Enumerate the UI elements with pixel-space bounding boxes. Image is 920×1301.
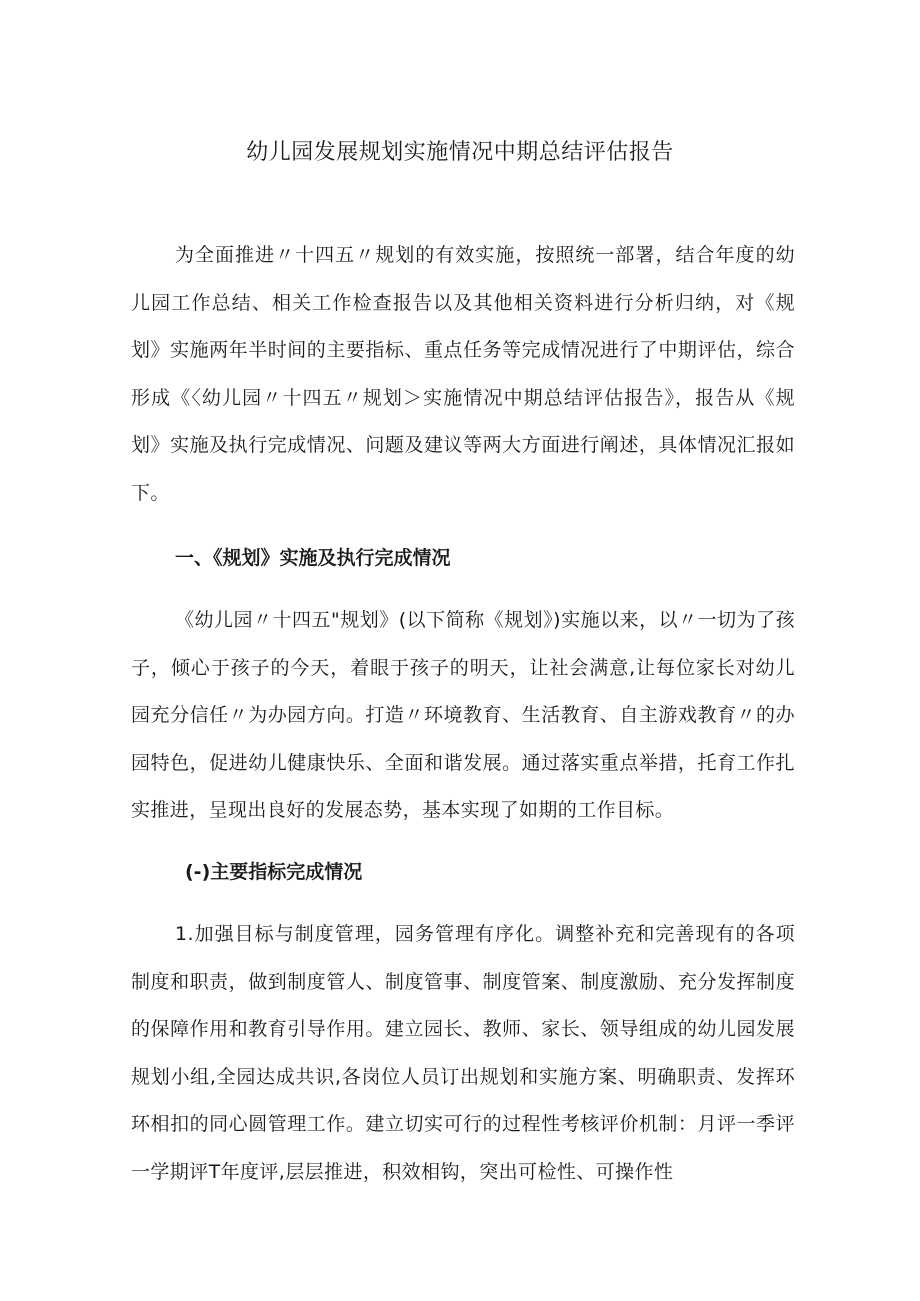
subsection-heading: (-)主要指标完成情况 [185,861,363,883]
subsection-paragraph: 1.加强目标与制度管理，园务管理有序化。调整补充和完善现有的各项制度和职责，做到制度管人、制度管事、制度管案、制度激励、充分发挥制度的保障作用和教育引导作用。建立园长、教师、家长、领导组成的幼儿园发展规划小组,全园达成共识,各岗位人员订出规划和实施方案、明确职责、发挥环环相扣的同心圆管理工作。建立切实可行的过程性考核评价机制：月评一季评一学期评T年度评,层层推进，积效相钩，突出可检性、可操作性 [131,923,795,1183]
section-paragraph: 《幼儿园〃十四五"规划》(以下简称《规划》)实施以来，以〃一切为了孩子，倾心于孩子的今天，着眼于孩子的明天，让社会满意,让每位家长对幼儿园充分信任〃为办园方向。打造〃环境教育、生活教育、自主游戏教育〃的办园特色，促进幼儿健康快乐、全面和谐发展。通过落实重点举措，托育工作扎实推进，呈现出良好的发展态势，基本实现了如期的工作目标。 [131,609,795,822]
intro-paragraph: 为全面推进〃十四五〃规划的有效实施，按照统一部署，结合年度的幼儿园工作总结、相关工作检查报告以及其他相关资料进行分析归纳，对《规划》实施两年半时间的主要指标、重点任务等完成情况进行了中期评估，综合形成《〈幼儿园〃十四五〃规划＞实施情况中期总结评估报告》，报告从《规划》实施及执行完成情况、问题及建议等两大方面进行阐述，具体情况汇报如下。 [131,244,795,504]
section-heading: 一、《规划》实施及执行完成情况 [175,547,451,569]
document-title: 幼儿园发展规划实施情况中期总结评估报告 [246,139,674,165]
